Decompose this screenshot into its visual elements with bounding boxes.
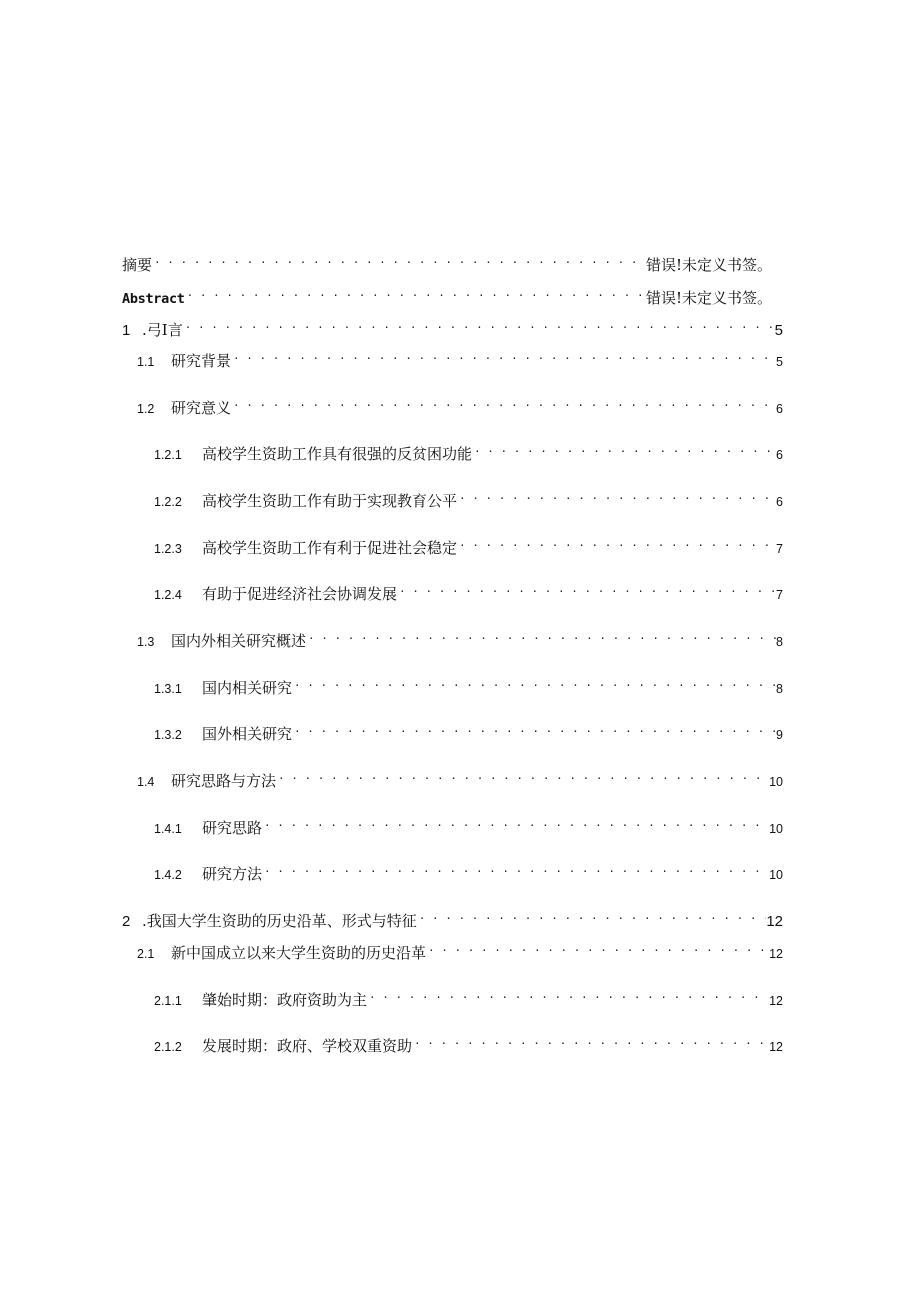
toc-entry-page: 错误!未定义书签。 (645, 256, 772, 274)
toc-entry-number: 1.4.2 (154, 868, 182, 882)
dot-leader (306, 626, 776, 646)
toc-entry-title: .弓I言 (142, 321, 183, 339)
toc-entry-page: 7 (776, 588, 783, 602)
toc-entry-1-2-4[interactable] (154, 579, 783, 605)
dot-leader (397, 579, 776, 599)
toc-entry-page: 10 (769, 822, 783, 836)
toc-entry-title: Abstract (122, 291, 185, 307)
toc-entry-title: 新中国成立以来大学生资助的历史沿革 (171, 944, 427, 962)
dot-leader (417, 906, 767, 926)
dot-leader (231, 346, 776, 366)
toc-entry-number: 1.2.1 (154, 448, 182, 462)
toc-entry-1-2[interactable] (137, 393, 783, 419)
toc-entry-title: 发展时期：政府、学校双重资助 (202, 1037, 413, 1055)
toc-entry-chapter-2[interactable] (122, 906, 783, 932)
toc-entry-number: 2.1.2 (154, 1040, 182, 1054)
toc-entry-page: 7 (776, 542, 783, 556)
dot-leader (457, 533, 776, 553)
toc-entry-2-1[interactable] (137, 938, 783, 964)
toc-entry-title: 高校学生资助工作有助于实现教育公平 (202, 492, 458, 510)
toc-entry-abstract-cn[interactable] (122, 250, 772, 275)
toc-entry-1-2-2[interactable] (154, 486, 783, 512)
toc-entry-number: 1.3 (137, 635, 155, 649)
toc-entry-page: 12 (769, 994, 783, 1008)
toc-entry-page: 错误!未定义书签。 (645, 289, 772, 307)
dot-leader (426, 938, 769, 958)
toc-entry-page: 6 (776, 402, 783, 416)
toc-entry-number: 2.1 (137, 947, 155, 961)
toc-entry-number: 1.2 (137, 402, 155, 416)
toc-entry-1-4-1[interactable] (154, 813, 783, 839)
toc-entry-1-4[interactable] (137, 766, 783, 792)
toc-entry-number: 1.3.2 (154, 728, 182, 742)
dot-leader (185, 283, 646, 303)
toc-entry-1-3-2[interactable] (154, 719, 783, 745)
toc-entry-title: 国内相关研究 (202, 679, 293, 697)
toc-entry-1-1[interactable] (137, 346, 783, 372)
toc-entry-number: 1.1 (137, 355, 155, 369)
toc-entry-chapter-1[interactable] (122, 315, 783, 341)
toc-entry-page: 9 (776, 728, 783, 742)
toc-entry-page: 5 (776, 355, 783, 369)
toc-entry-number: 1.3.1 (154, 682, 182, 696)
toc-entry-page: 8 (776, 682, 783, 696)
toc-entry-title: .我国大学生资助的历史沿革、形式与特征 (142, 912, 417, 930)
dot-leader (472, 439, 776, 459)
toc-entry-page: 12 (769, 947, 783, 961)
toc-entry-title: 研究思路与方法 (171, 772, 277, 790)
toc-entry-number: 1.2.4 (154, 588, 182, 602)
toc-entry-1-3[interactable] (137, 626, 783, 652)
toc-entry-title: 国外相关研究 (202, 725, 293, 743)
toc-entry-page: 5 (774, 322, 783, 339)
toc-entry-page: 6 (776, 495, 783, 509)
toc-entry-number: 2.1.1 (154, 994, 182, 1008)
toc-entry-title: 国内外相关研究概述 (171, 632, 307, 650)
toc-entry-title: 研究背景 (171, 352, 232, 370)
toc-entry-1-4-2[interactable] (154, 859, 783, 885)
toc-entry-title: 摘要 (122, 256, 153, 274)
toc-entry-number: 1 (122, 322, 131, 339)
toc-entry-title: 高校学生资助工作具有很强的反贫困功能 (202, 445, 473, 463)
toc-entry-2-1-2[interactable] (154, 1031, 783, 1057)
dot-leader (292, 673, 776, 693)
toc-entry-page: 6 (776, 448, 783, 462)
toc-entry-number: 1.2.3 (154, 542, 182, 556)
dot-leader (152, 250, 646, 270)
toc-entry-title: 高校学生资助工作有利于促进社会稳定 (202, 539, 458, 557)
toc-entry-title: 研究意义 (171, 399, 232, 417)
toc-entry-number: 1.4.1 (154, 822, 182, 836)
toc-entry-title: 研究思路 (202, 819, 263, 837)
toc-entry-page: 12 (769, 1040, 783, 1054)
dot-leader (367, 985, 769, 1005)
toc-entry-title: 研究方法 (202, 865, 263, 883)
dot-leader (457, 486, 776, 506)
toc-entry-1-2-1[interactable] (154, 439, 783, 465)
toc-entry-page: 12 (766, 913, 783, 930)
toc-entry-1-3-1[interactable] (154, 673, 783, 699)
toc-entry-page: 10 (769, 775, 783, 789)
dot-leader (276, 766, 769, 786)
toc-entry-2-1-1[interactable] (154, 985, 783, 1011)
toc-entry-number: 1.4 (137, 775, 155, 789)
dot-leader (183, 315, 775, 335)
dot-leader (231, 393, 776, 413)
toc-entry-page: 8 (776, 635, 783, 649)
toc-entry-number: 1.2.2 (154, 495, 182, 509)
toc-entry-abstract-en[interactable] (122, 283, 772, 309)
toc-entry-page: 10 (769, 868, 783, 882)
dot-leader (262, 859, 769, 879)
toc-entry-1-2-3[interactable] (154, 533, 783, 559)
dot-leader (412, 1031, 769, 1051)
dot-leader (292, 719, 776, 739)
toc-entry-title: 有助于促进经济社会协调发展 (202, 585, 398, 603)
toc-entry-title: 肇始时期：政府资助为主 (202, 991, 368, 1009)
toc-entry-number: 2 (122, 913, 131, 930)
dot-leader (262, 813, 769, 833)
